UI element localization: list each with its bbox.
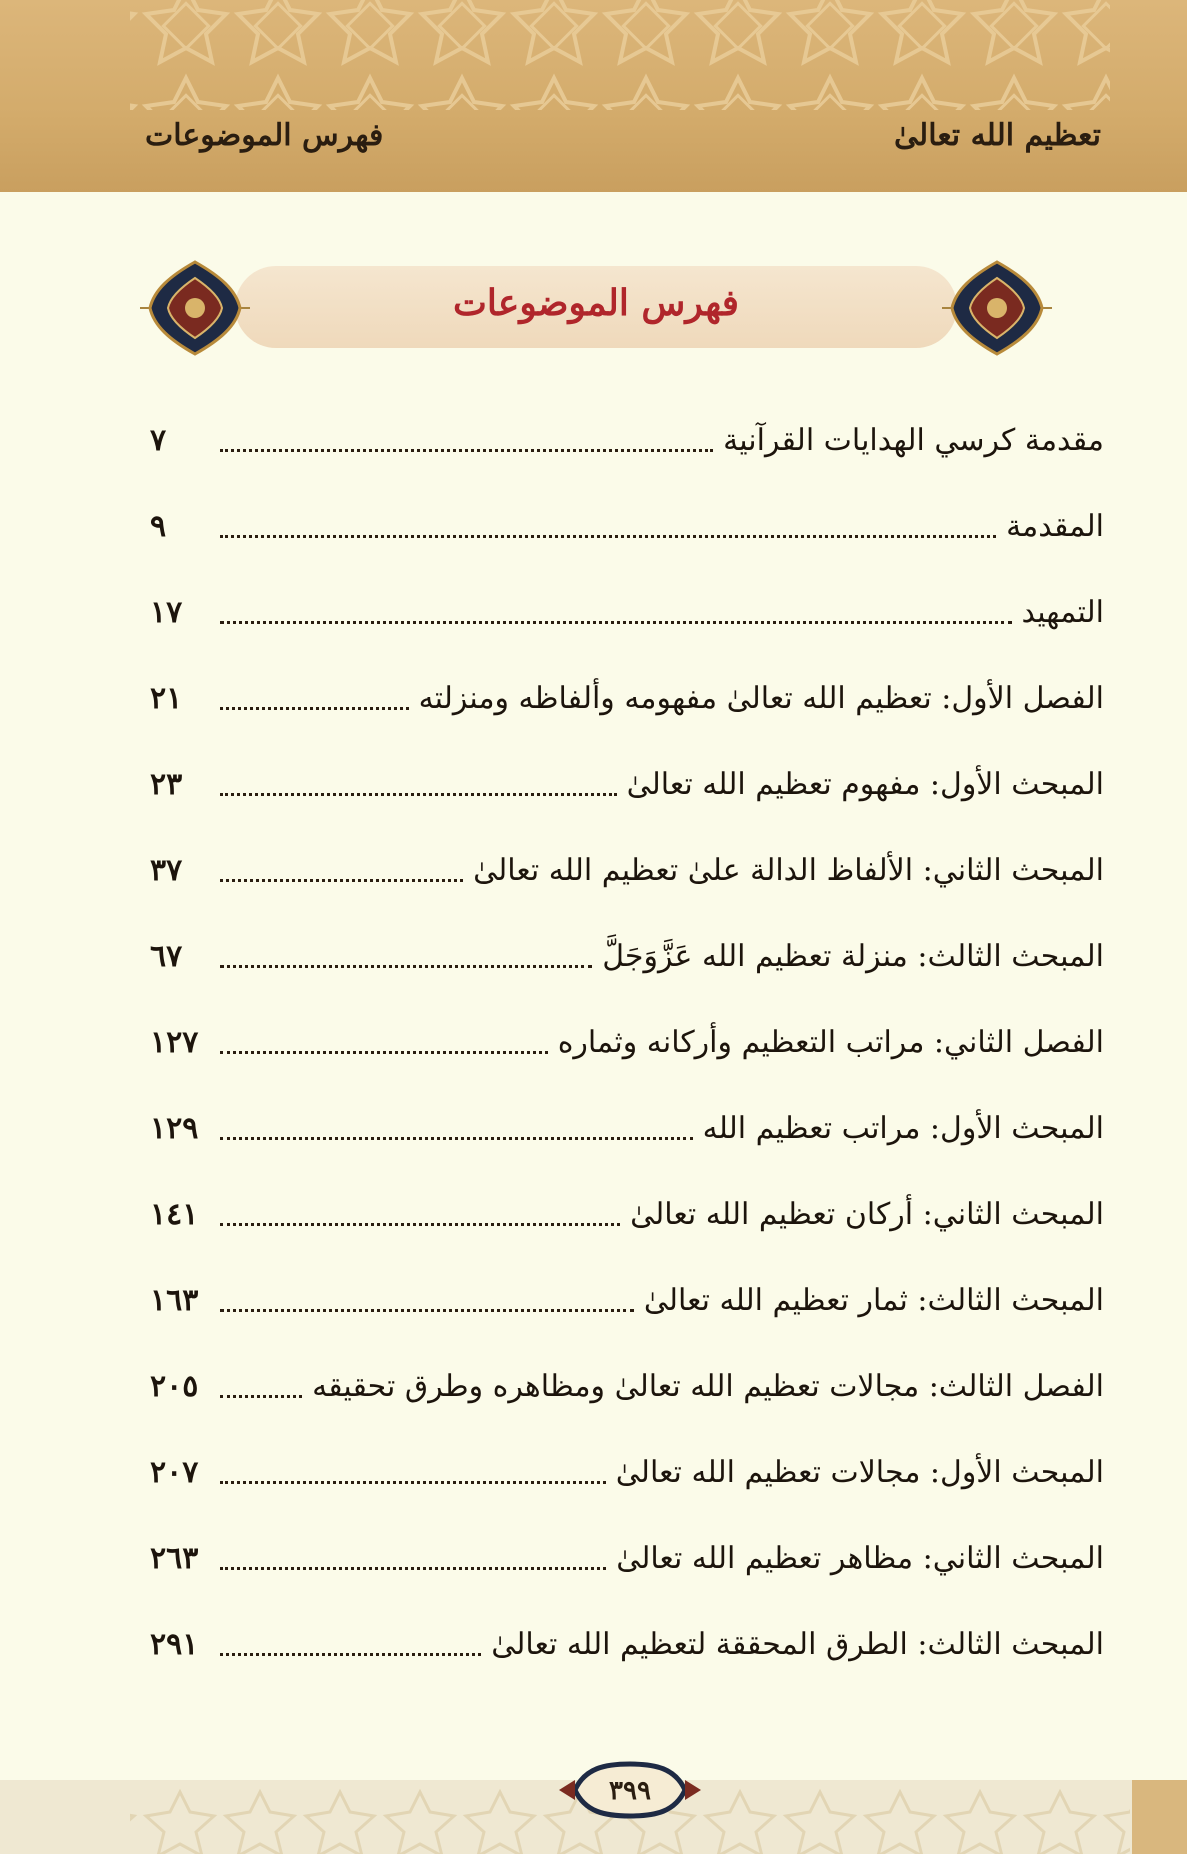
toc-entry-title: المبحث الثالث: الطرق المحققة لتعظيم الله تعالىٰ <box>491 1626 1104 1662</box>
dot-leader <box>220 1309 634 1312</box>
toc-entry <box>150 1356 1104 1416</box>
toc-entry-title: المبحث الثالث: ثمار تعظيم الله تعالىٰ <box>643 1282 1104 1318</box>
dot-leader <box>220 1481 606 1484</box>
toc-entry-page: ٢٠٥ <box>150 1368 199 1404</box>
dot-leader <box>220 621 1012 624</box>
toc-entry-page: ٣٧ <box>150 852 183 888</box>
toc-entry-page: ١٧ <box>150 594 183 630</box>
dot-leader <box>220 535 996 538</box>
toc-entry <box>150 1614 1104 1674</box>
toc-entry <box>150 410 1104 470</box>
toc-entry <box>150 840 1104 900</box>
toc-entry <box>150 1528 1104 1588</box>
toc-entry-page: ٦٧ <box>150 938 183 974</box>
toc-entry-title: المبحث الأول: مفهوم تعظيم الله تعالىٰ <box>626 766 1104 802</box>
dot-leader <box>220 1653 481 1656</box>
toc-entry <box>150 1012 1104 1072</box>
title-banner <box>140 248 1052 368</box>
toc-entry-title: المقدمة <box>1006 508 1104 544</box>
page-title: فهرس الموضوعات <box>452 282 740 324</box>
toc-entry <box>150 668 1104 728</box>
toc-entry-title: المبحث الأول: مجالات تعظيم الله تعالىٰ <box>615 1454 1104 1490</box>
toc-entry-page: ٢٠٧ <box>150 1454 199 1490</box>
dot-leader <box>220 1137 693 1140</box>
toc-entry <box>150 754 1104 814</box>
toc-entry <box>150 1270 1104 1330</box>
toc-entry-title: التمهيد <box>1021 594 1104 630</box>
toc-entry-page: ٢٦٣ <box>150 1540 199 1576</box>
header-band <box>0 0 1187 192</box>
toc-entry-title: المبحث الثالث: منزلة تعظيم الله عَزَّوَجَلَّ <box>602 938 1104 974</box>
toc-entry-title: الفصل الثاني: مراتب التعظيم وأركانه وثماره <box>557 1024 1104 1060</box>
dot-leader <box>220 449 713 452</box>
toc-entry <box>150 1184 1104 1244</box>
toc-entry-page: ٢٣ <box>150 766 183 802</box>
toc-entry-page: ١٢٩ <box>150 1110 199 1146</box>
toc-entry-title: مقدمة كرسي الهدايات القرآنية <box>723 422 1104 458</box>
toc-entry-title: المبحث الثاني: الألفاظ الدالة علىٰ تعظيم الله تعالىٰ <box>473 852 1104 888</box>
toc-entry-page: ٢٩١ <box>150 1626 199 1662</box>
toc-entry-page: ١٢٧ <box>150 1024 199 1060</box>
dot-leader <box>220 793 617 796</box>
dot-leader <box>220 1223 620 1226</box>
running-book-title: تعظيم الله تعالىٰ <box>894 118 1101 153</box>
toc-entry-title: الفصل الأول: تعظيم الله تعالىٰ مفهومه وألفاظه ومنزلته <box>418 680 1104 716</box>
toc-entry-title: المبحث الثاني: مظاهر تعظيم الله تعالىٰ <box>616 1540 1104 1576</box>
toc-entry-title: الفصل الثالث: مجالات تعظيم الله تعالىٰ ومظاهره وطرق تحقيقه <box>312 1368 1104 1404</box>
page-number: ٣٩٩ <box>609 1776 651 1806</box>
dot-leader <box>220 965 592 968</box>
toc-entry-page: ٧ <box>150 422 167 458</box>
toc-entry-page: ١٦٣ <box>150 1282 199 1318</box>
toc-entry-title: المبحث الأول: مراتب تعظيم الله <box>702 1110 1104 1146</box>
toc-entry <box>150 1098 1104 1158</box>
toc-entry-page: ١٤١ <box>150 1196 199 1232</box>
toc-entry-page: ٩ <box>150 508 167 544</box>
dot-leader <box>220 1567 606 1570</box>
dot-leader <box>220 707 409 710</box>
page-number-ornament <box>555 1760 705 1820</box>
dot-leader <box>220 1051 548 1054</box>
geometric-pattern <box>0 0 1187 110</box>
dot-leader <box>220 1395 302 1398</box>
toc-entry <box>150 496 1104 556</box>
toc-entry-title: المبحث الثاني: أركان تعظيم الله تعالىٰ <box>630 1196 1104 1232</box>
toc-entry <box>150 926 1104 986</box>
running-section-title: فهرس الموضوعات <box>145 118 384 153</box>
toc-entry-page: ٢١ <box>150 680 183 716</box>
toc-entry <box>150 582 1104 642</box>
page-edge <box>1132 1780 1187 1854</box>
toc-entry <box>150 1442 1104 1502</box>
dot-leader <box>220 879 463 882</box>
